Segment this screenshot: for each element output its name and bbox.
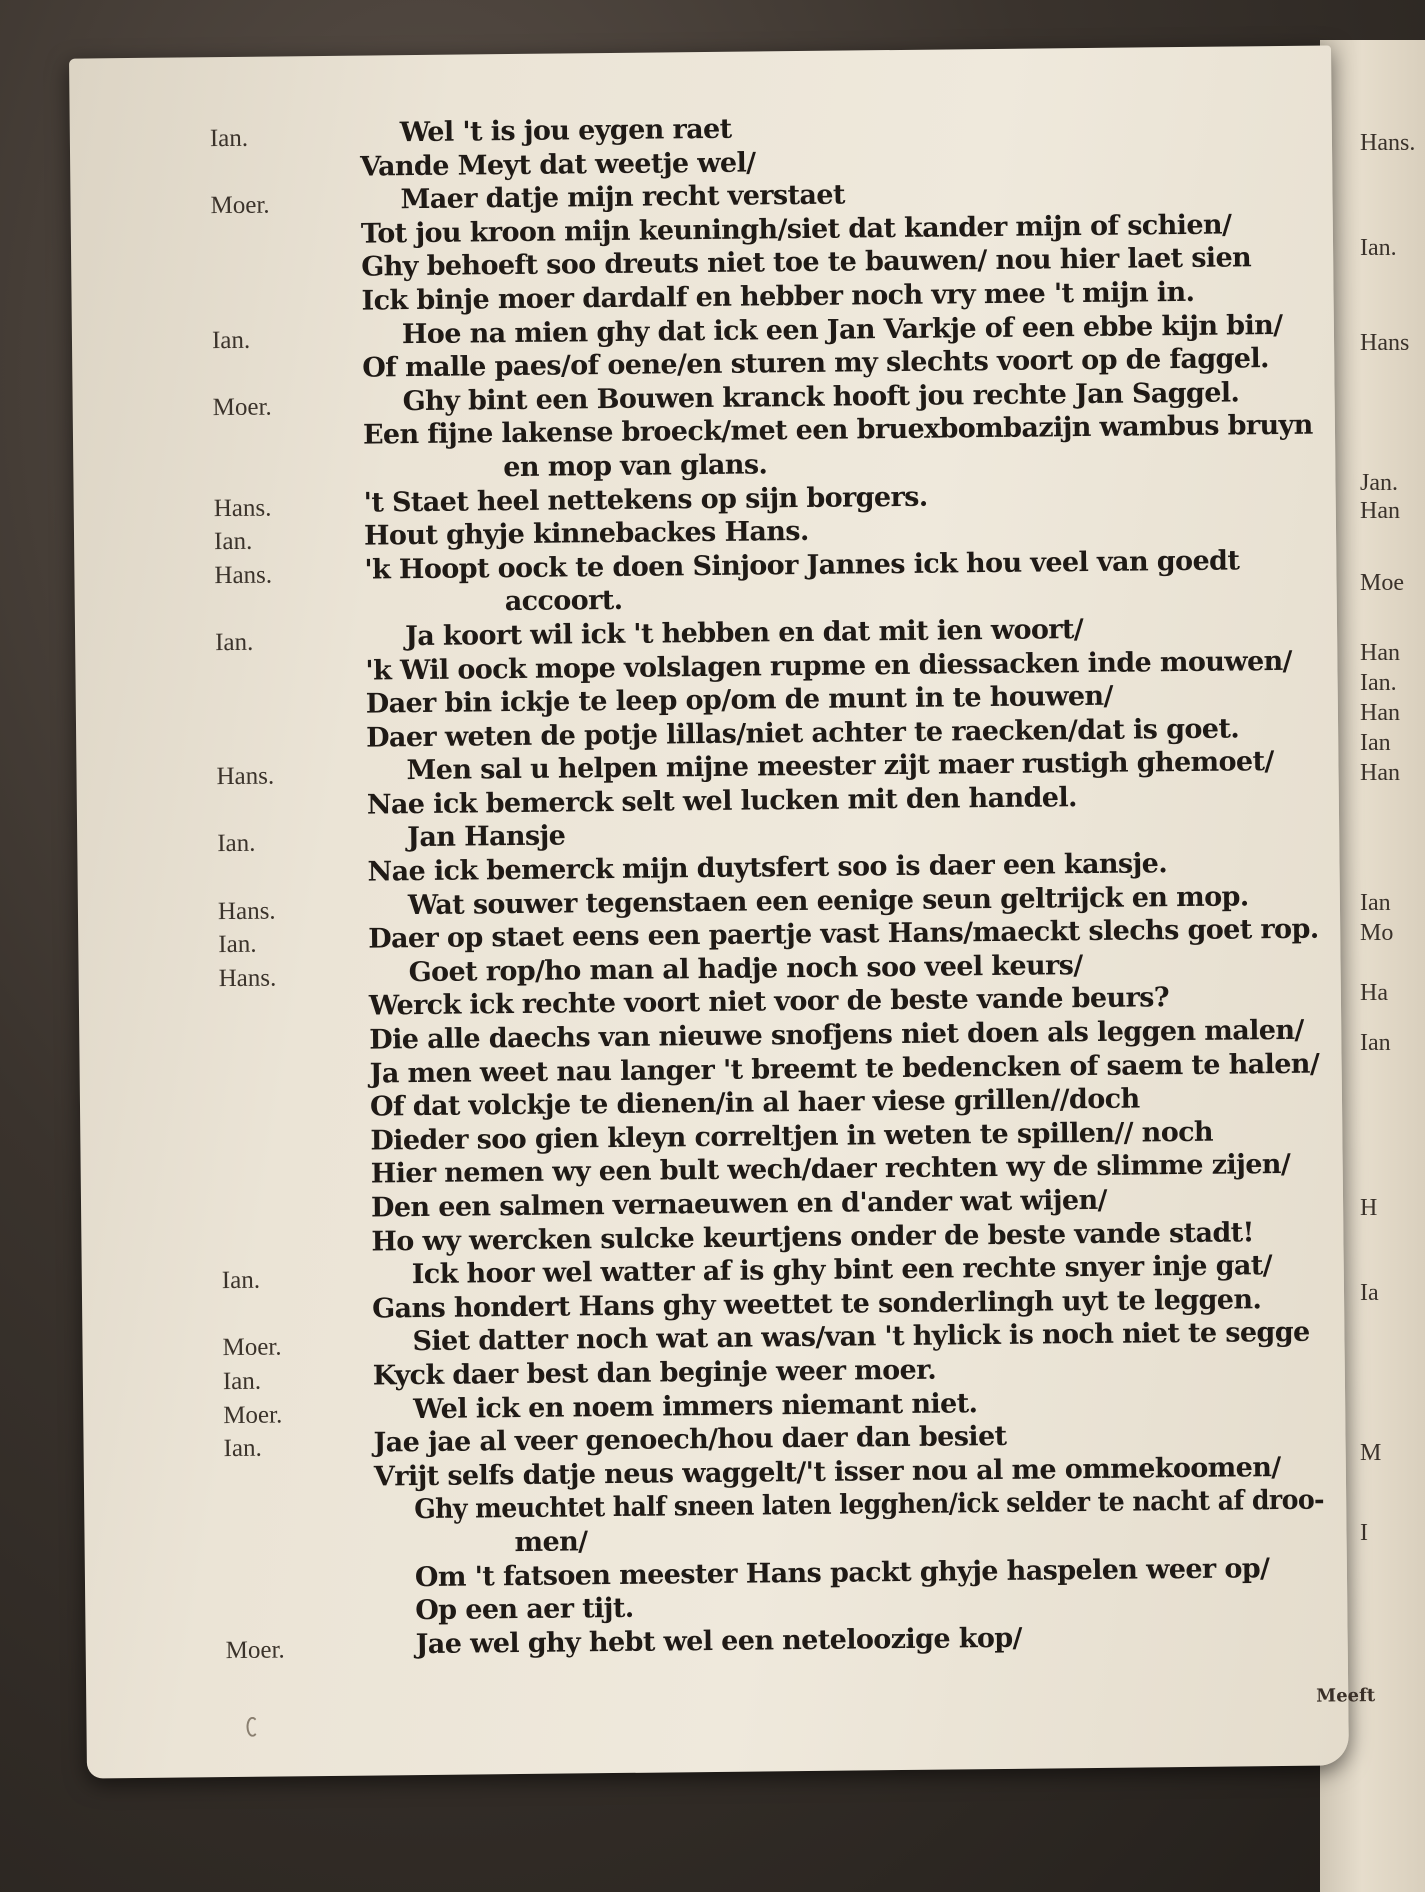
facing-speaker: Han <box>1360 640 1400 666</box>
speaker-label <box>213 460 363 462</box>
speaker-label: Ian. <box>223 1434 262 1463</box>
speaker-label <box>221 1165 371 1167</box>
verse-text: 'k Hoopt oock te doen Sinjoor Jannes ick hou veel van goedt <box>364 545 1240 586</box>
verse-text: accoort. <box>504 585 623 618</box>
speaker-label <box>217 795 367 797</box>
speaker-label <box>224 1501 374 1503</box>
facing-speaker: Ia <box>1360 1280 1379 1306</box>
verse-text: Daer op staet eens een paertje vast Hans/maeckt slechs goet rop. <box>368 913 1319 955</box>
verse-text: Den een salmen vernaeuwen en d'ander wat wijen/ <box>370 1184 1107 1224</box>
verse-text: Jae wel ghy hebt wel een neteloozige kop/ <box>415 1622 1022 1660</box>
speaker-label <box>225 1568 375 1570</box>
speaker-label <box>213 426 363 428</box>
verse-text: Nae ick bemerck selt wel lucken mit den handel. <box>366 782 1078 821</box>
speaker-label <box>211 292 361 294</box>
speaker-label: Ian. <box>221 1266 261 1295</box>
speaker-label: Ian. <box>211 326 251 354</box>
verse-text: Daer bin ickje te leep op/om de munt in te houwen/ <box>365 680 1113 720</box>
facing-speaker: H <box>1360 1195 1378 1221</box>
facing-speaker: Hans. <box>1360 130 1416 156</box>
verse-text: Ho wy wercken sulcke keurtjens onder de beste vande stadt! <box>371 1216 1254 1258</box>
speaker-label <box>212 359 362 361</box>
facing-speaker: Moe <box>1360 570 1404 596</box>
verse-text: Hout ghyje kinnebackes Hans. <box>363 516 809 552</box>
facing-speaker: Hans <box>1360 330 1410 356</box>
speaker-label <box>211 224 361 226</box>
verse-text: Daer weten de potje lillas/niet achter te raecken/dat is goet. <box>365 713 1240 754</box>
facing-speaker: M <box>1360 1440 1382 1466</box>
speaker-label: Ian. <box>217 830 256 858</box>
speaker-label <box>225 1602 375 1604</box>
catchword: Meeft <box>1316 1685 1376 1707</box>
verse-text: Dieder soo gien kleyn correltjen in weten te spillen// noch <box>370 1116 1214 1157</box>
speaker-label: Moer. <box>212 393 272 421</box>
speaker-label: Ian. <box>215 628 254 657</box>
speaker-label <box>219 1031 369 1033</box>
verse-text: Men sal u helpen mijne meester zijt maer rustigh ghemoet/ <box>406 746 1274 787</box>
play-text-lines <box>70 107 1348 1665</box>
facing-speaker: Han <box>1360 700 1400 726</box>
verse-text: Ghy behoeft soo dreuts niet toe te bauwen/ nou hier laet sien <box>361 242 1252 283</box>
verse-text: Goet rop/ho man al hadje noch soo veel keurs/ <box>408 949 1083 988</box>
facing-speaker: Ha <box>1360 980 1388 1006</box>
verse-text: 'k Wil oock mope volslagen rupme en diessacken inde mouwen/ <box>365 645 1293 687</box>
verse-text: Kyck daer best dan beginje weer moer. <box>372 1354 937 1392</box>
speaker-label <box>219 997 369 999</box>
verse-text: en mop van glans. <box>503 449 768 484</box>
facing-speaker: Han <box>1360 498 1400 524</box>
speaker-label: Ian. <box>209 124 249 153</box>
speaker-label <box>210 157 360 159</box>
verse-text: Om 't fatsoen meester Hans packt ghyje haspelen weer op/ <box>414 1552 1270 1593</box>
speaker-label: Hans. <box>213 494 272 522</box>
facing-speaker: Han <box>1360 760 1400 786</box>
speaker-label <box>221 1232 371 1234</box>
verse-text: Ick binje moer dardalf en hebber noch vry mee 't mijn in. <box>361 276 1195 317</box>
speaker-label: Hans. <box>214 561 273 589</box>
speaker-label <box>215 594 365 596</box>
verse-text: Vande Meyt dat weetje wel/ <box>360 147 756 183</box>
speaker-label <box>220 1064 370 1066</box>
speaker-label <box>221 1199 371 1201</box>
speaker-label <box>220 1131 370 1133</box>
verse-text: Ja koort wil ick 't hebben en dat mit ien woort/ <box>404 613 1084 653</box>
speaker-label: Ian. <box>218 930 257 959</box>
verse-text: Jae jae al veer genoech/hou daer dan besiet <box>373 1421 1007 1459</box>
verse-text: Nae ick bemerck mijn duytsfert soo is daer een kansje. <box>367 848 1168 888</box>
verse-text: Wel ick en noem immers niemant niet. <box>413 1387 978 1425</box>
speaker-label: Ian. <box>213 527 253 556</box>
speaker-label <box>216 728 366 730</box>
speaker-label <box>225 1534 375 1536</box>
verse-text: Wel 't is jou eygen raet <box>399 113 732 149</box>
verse-text: Wat souwer tegenstaen een eenige seun geltrijck en mop. <box>407 881 1249 921</box>
speaker-label: Moer. <box>223 1401 283 1429</box>
facing-speaker: Jan. <box>1360 470 1398 496</box>
facing-speaker: I <box>1360 1520 1368 1546</box>
facing-speaker: Ian. <box>1360 235 1397 261</box>
verse-text: Of malle paes/of oene/en sturen my slechts voort op de faggel. <box>362 343 1270 384</box>
verse-text: Gans hondert Hans ghy weettet te sonderlingh uyt te leggen. <box>371 1284 1262 1325</box>
verse-text: Jan Hansje <box>407 820 566 854</box>
verse-text: Die alle daechs van nieuwe snofjens niet doen als leggen malen/ <box>369 1014 1304 1056</box>
speaker-label <box>215 661 365 663</box>
facing-speaker: Ian <box>1360 1030 1391 1056</box>
verse-text: Ick hoor wel watter af is ghy bint een rechte snyer inje gat/ <box>411 1250 1273 1291</box>
verse-text: Hoe na mien ghy dat ick een Jan Varkje of een ebbe kijn bin/ <box>401 309 1283 350</box>
verse-text: Een fijne lakense broeck/met een bruexbombazijn wambus bruyn <box>362 409 1313 451</box>
verse-text: men/ <box>514 1526 588 1559</box>
facing-speaker: Ian <box>1360 730 1391 756</box>
speaker-label <box>211 258 361 260</box>
speaker-label <box>222 1299 372 1301</box>
verse-text: Ja men weet nau langer 't breemt te bedencken of saem te halen/ <box>369 1048 1320 1090</box>
verse-text: Maer datje mijn recht verstaet <box>400 179 845 216</box>
verse-text: Of dat volckje te dienen/in al haer viese grillen//doch <box>369 1083 1140 1123</box>
speaker-label: Moer. <box>222 1333 282 1362</box>
speaker-label: Hans. <box>216 762 275 791</box>
verse-text: 't Staet heel nettekens op sijn borgers. <box>363 481 928 519</box>
paper-hole <box>246 1717 258 1737</box>
verse-text: Tot jou kroon mijn keuningh/siet dat kander mijn of schien/ <box>360 209 1232 250</box>
speaker-label: Hans. <box>217 897 276 925</box>
speaker-label: Ian. <box>222 1367 262 1396</box>
verse-text: Ghy bint een Bouwen kranck hooft jou rechte Jan Saggel. <box>402 377 1240 417</box>
verse-text: Hier nemen wy een bult wech/daer rechten wy de slimme zijen/ <box>370 1149 1291 1190</box>
facing-speaker: Ian <box>1360 890 1391 916</box>
verse-text: Werck ick rechte voort niet voor de beste vande beurs? <box>368 982 1170 1023</box>
book-page <box>69 45 1376 1778</box>
verse-text: Ghy meuchtet half sneen laten legghen/ick selder te nacht af droo- <box>414 1484 1325 1526</box>
facing-speaker: Ian. <box>1360 670 1397 696</box>
verse-text: Siet datter noch wat an was/van 't hylick is noch niet te segge <box>412 1317 1310 1358</box>
speaker-label: Hans. <box>218 964 277 992</box>
speaker-label <box>220 1098 370 1100</box>
speaker-label: Moer. <box>210 191 270 220</box>
verse-text: Op een aer tijt. <box>415 1592 634 1627</box>
speaker-label <box>216 695 366 697</box>
speaker-label: Moer. <box>225 1636 285 1664</box>
speaker-label <box>217 863 367 865</box>
facing-speaker: Mo <box>1360 920 1394 946</box>
verse-text: Vrijt selfs datje neus waggelt/'t isser nou al me ommekoomen/ <box>373 1451 1281 1493</box>
speaker-label <box>224 1467 374 1469</box>
